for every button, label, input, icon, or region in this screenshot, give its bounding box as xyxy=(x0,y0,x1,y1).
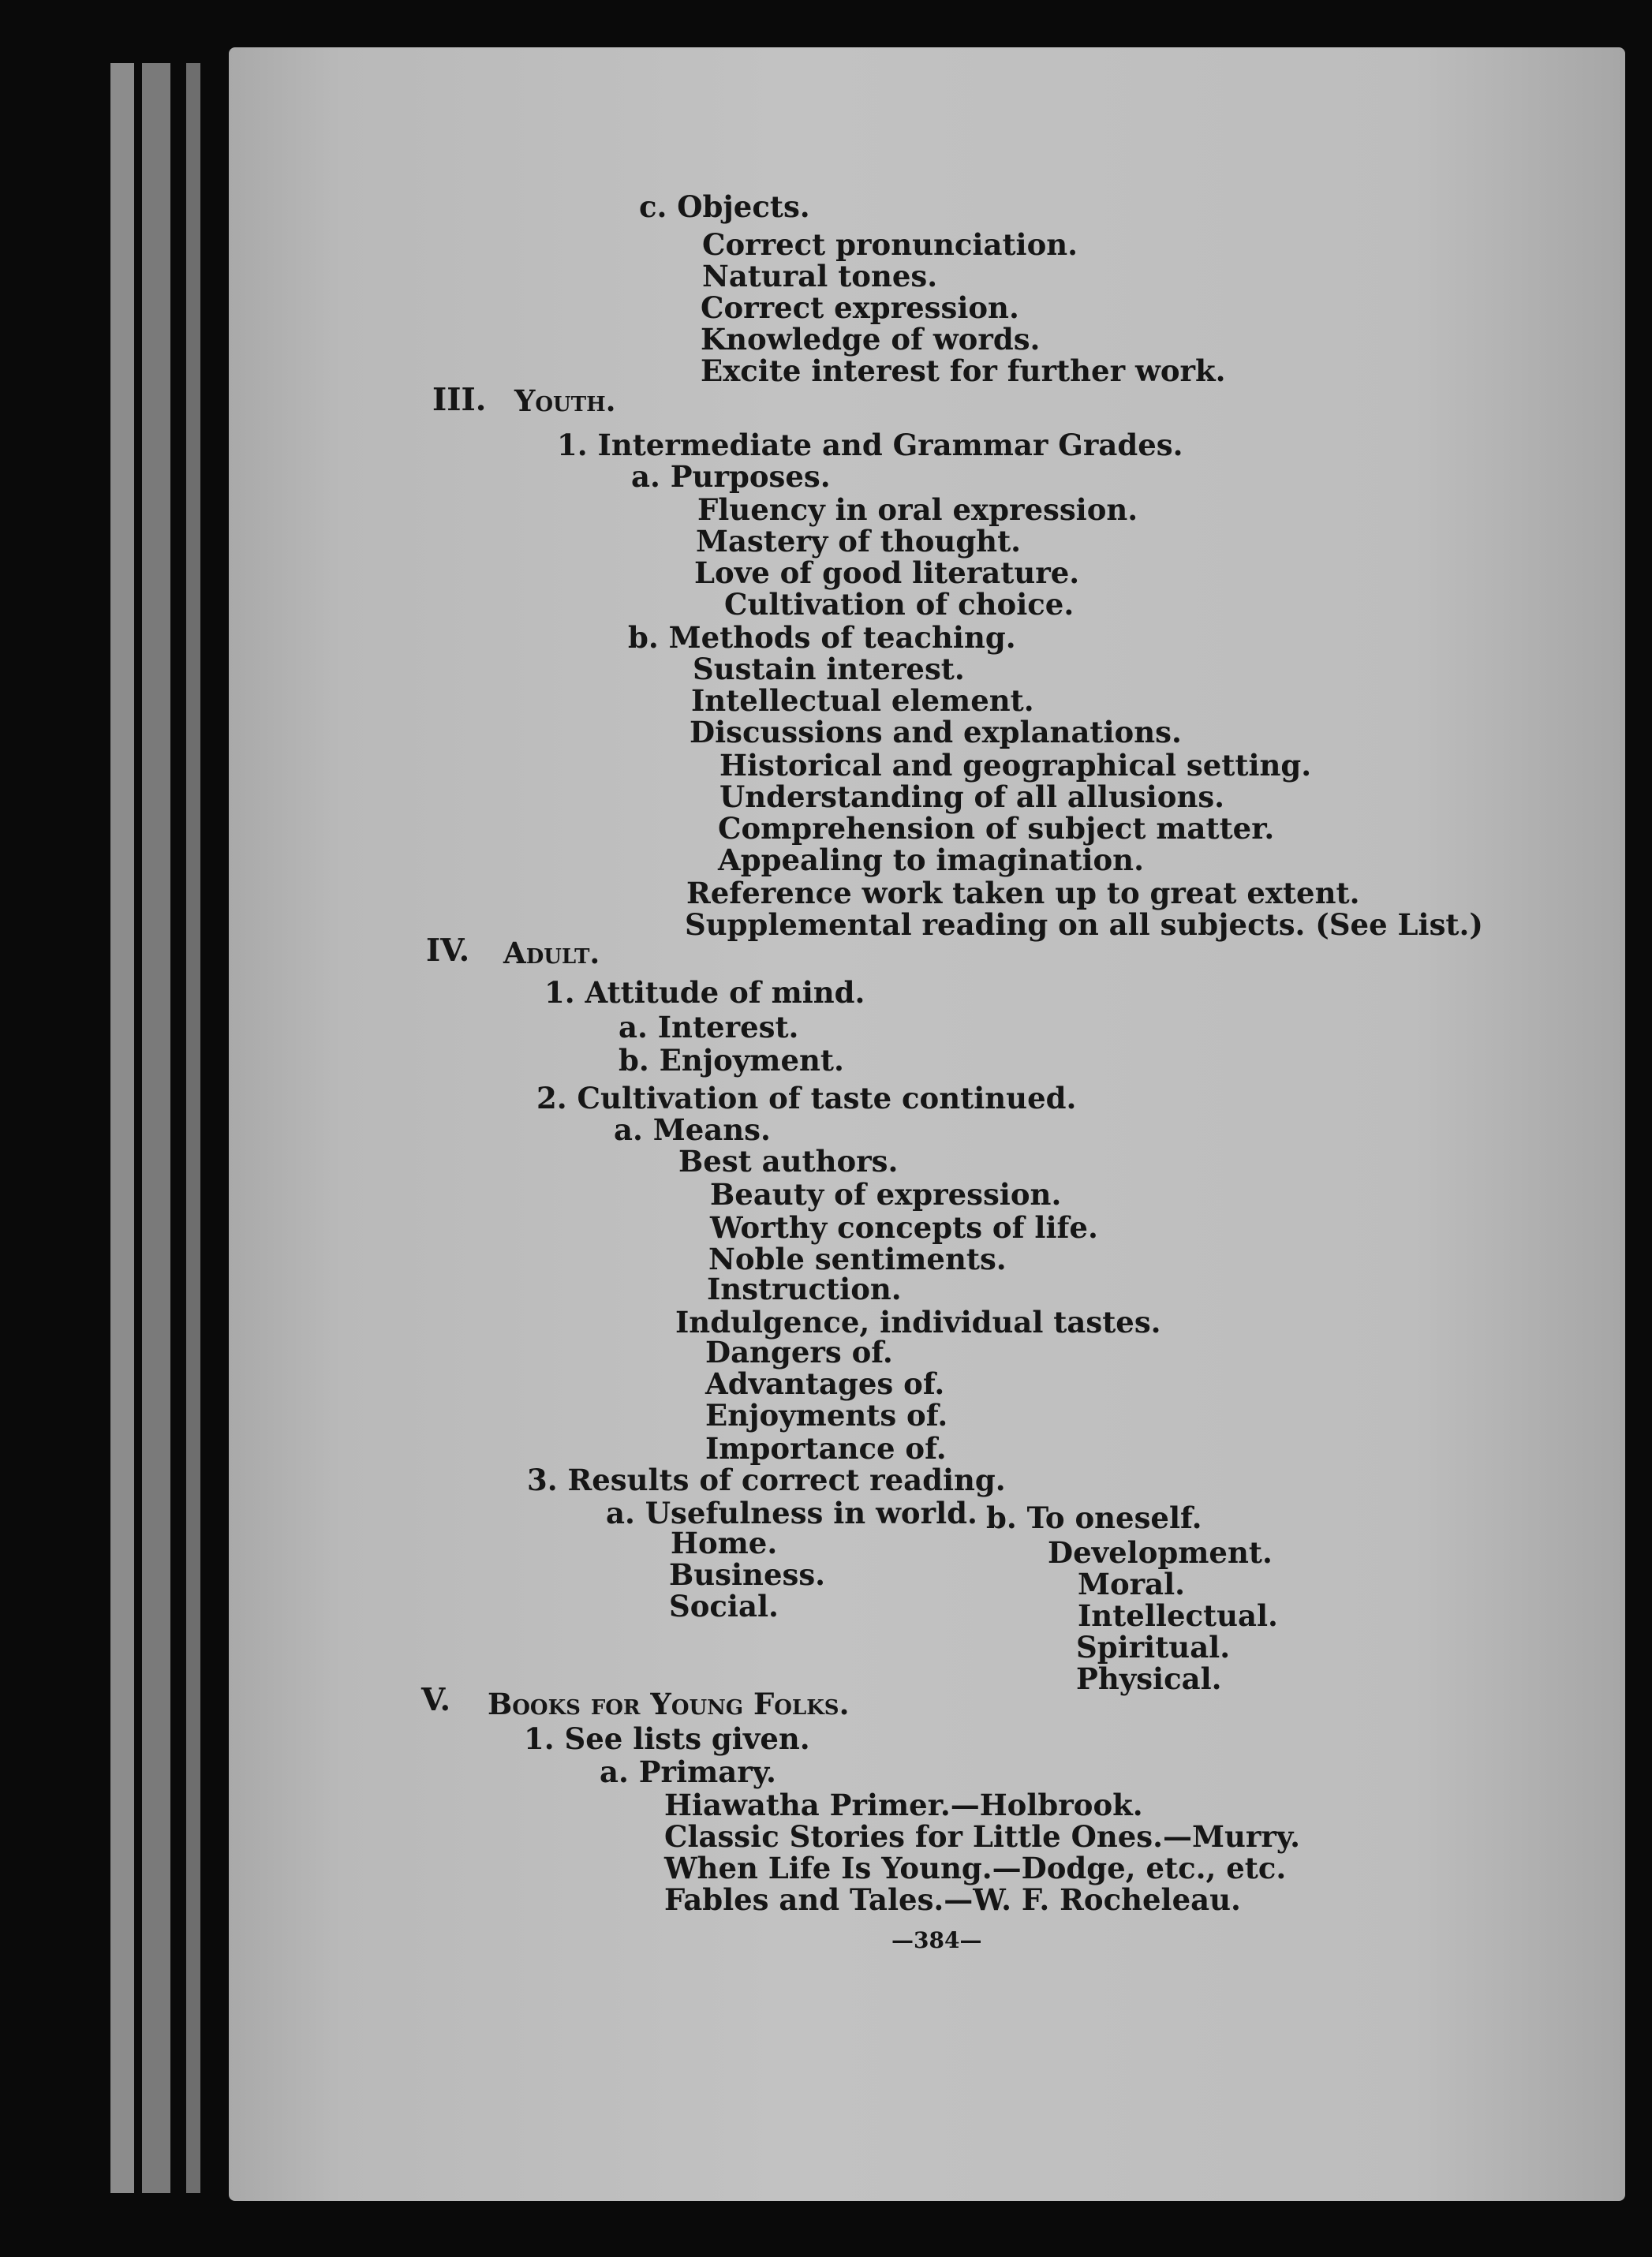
book-spine-edge xyxy=(186,63,200,2193)
section-heading: Books for Young Folks. xyxy=(488,1687,850,1721)
text-line: Excite interest for further work. xyxy=(701,353,1226,388)
text-line: 2. Cultivation of taste continued. xyxy=(536,1081,1077,1115)
text-line: Indulgence, individual tastes. xyxy=(675,1305,1161,1340)
text-line: Mastery of thought. xyxy=(696,524,1022,559)
text-line: Discussions and explanations. xyxy=(690,715,1182,749)
text-line: Knowledge of words. xyxy=(701,322,1041,357)
text-line: Worthy concepts of life. xyxy=(710,1210,1098,1245)
text-line: Best authors. xyxy=(678,1144,899,1179)
text-line: Intellectual. xyxy=(1078,1598,1278,1633)
text-line: Natural tones. xyxy=(702,259,938,293)
text-line: Physical. xyxy=(1076,1661,1222,1696)
text-line: Instruction. xyxy=(707,1272,902,1306)
section-numeral: III. xyxy=(432,382,487,418)
text-line: Correct expression. xyxy=(701,290,1019,325)
text-line: Appealing to imagination. xyxy=(718,843,1144,877)
text-line: Sustain interest. xyxy=(693,652,965,686)
text-line: a. Interest. xyxy=(619,1010,799,1044)
text-line: Moral. xyxy=(1078,1567,1186,1601)
text-line: Business. xyxy=(669,1557,826,1592)
text-line: Cultivation of choice. xyxy=(724,587,1075,622)
text-line: c. Objects. xyxy=(639,189,810,224)
text-line: Noble sentiments. xyxy=(708,1242,1007,1276)
text-line: Understanding of all allusions. xyxy=(719,779,1225,814)
text-line: Social. xyxy=(669,1589,779,1624)
text-line: 1. Intermediate and Grammar Grades. xyxy=(557,428,1183,462)
page-number: —384— xyxy=(891,1927,982,1953)
text-line: 1. See lists given. xyxy=(524,1721,810,1756)
text-line: Beauty of expression. xyxy=(710,1177,1062,1212)
text-line: Dangers of. xyxy=(705,1335,893,1370)
text-line: Correct pronunciation. xyxy=(702,227,1078,262)
text-line: Classic Stories for Little Ones.—Murry. xyxy=(664,1819,1300,1854)
text-line: When Life Is Young.—Dodge, etc., etc. xyxy=(664,1851,1287,1885)
section-numeral: IV. xyxy=(426,932,470,969)
text-line: b. Enjoyment. xyxy=(619,1043,844,1078)
text-line: b. To oneself. xyxy=(986,1500,1202,1535)
section-heading: Adult. xyxy=(503,936,600,970)
text-line: Importance of. xyxy=(705,1431,947,1466)
text-line: b. Methods of teaching. xyxy=(628,620,1016,655)
section-numeral: V. xyxy=(421,1682,451,1718)
text-line: Intellectual element. xyxy=(691,683,1034,718)
text-line: Development. xyxy=(1048,1535,1273,1570)
book-spine-edge xyxy=(110,63,134,2193)
text-line: 1. Attitude of mind. xyxy=(544,975,865,1010)
text-line: Love of good literature. xyxy=(694,555,1080,590)
text-line: Reference work taken up to great extent. xyxy=(686,876,1360,910)
text-line: a. Purposes. xyxy=(631,459,831,494)
text-line: 3. Results of correct reading. xyxy=(527,1463,1006,1497)
text-line: Hiawatha Primer.—Holbrook. xyxy=(664,1788,1143,1822)
text-line: Enjoyments of. xyxy=(705,1398,948,1433)
text-line: Historical and geographical setting. xyxy=(719,748,1312,783)
text-line: Supplemental reading on all subjects. (See List.) xyxy=(685,907,1483,942)
book-spine-edge xyxy=(142,63,170,2193)
text-line: Comprehension of subject matter. xyxy=(718,811,1275,846)
text-line: Advantages of. xyxy=(705,1366,945,1401)
text-line: Fluency in oral expression. xyxy=(697,492,1138,527)
section-heading: Youth. xyxy=(514,383,616,418)
text-line: Spiritual. xyxy=(1076,1630,1231,1665)
text-line: Fables and Tales.—W. F. Rocheleau. xyxy=(664,1882,1241,1917)
text-line: a. Usefulness in world. xyxy=(606,1496,977,1530)
text-line: a. Means. xyxy=(614,1112,771,1147)
text-line: Home. xyxy=(671,1526,778,1560)
text-line: a. Primary. xyxy=(600,1754,776,1789)
